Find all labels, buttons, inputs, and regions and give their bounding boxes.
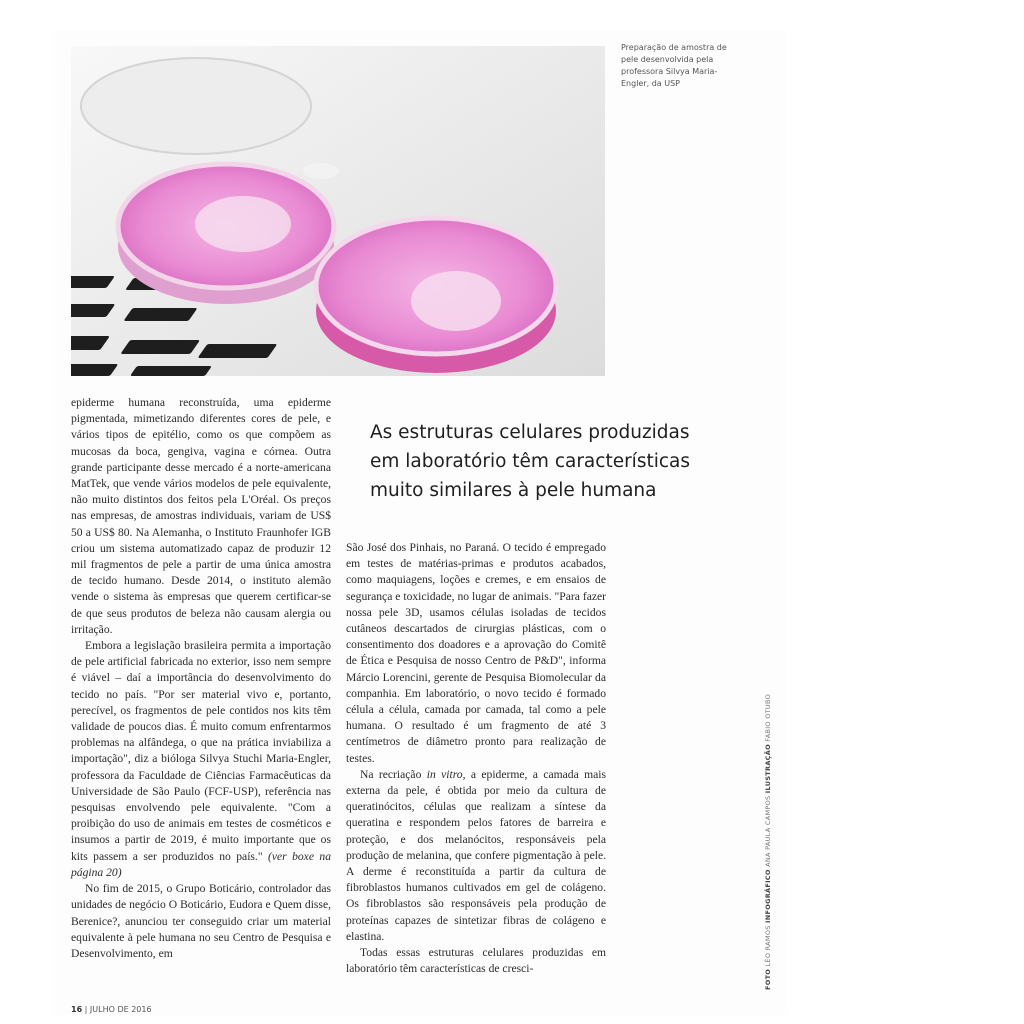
page-footer (71, 1005, 152, 1014)
left-text-column (71, 395, 331, 962)
term-in-vitro: in vitro (426, 767, 463, 781)
paragraph-lead: Na recriação (360, 767, 427, 781)
credit-label: ILUSTRAÇÃO (764, 744, 772, 794)
box-reference: (ver boxe na página 20) (71, 849, 332, 879)
paragraph (71, 638, 331, 881)
paragraph: Todas essas estruturas celulares produzidas em laboratório têm características de cresci- (346, 946, 606, 976)
paragraph: São José dos Pinhais, no Paraná. O tecido é empregado em testes de matérias-primas e produtos acabados, como maquiagens, loções e cremes, e em ensaios de segurança e toxicidade, no lugar de animais. "Para fazer nossa pele 3D, usamos células isoladas de tecidos cutâneos descartados de cirurgias plásticas, com o consentimento dos doadores e a aprovação do Comitê de Ética e Pesquisa de nosso Centro de P&D", informa Márcio Lorencini, gerente de Pesquisa Biomolecular da companhia. Em laboratório, o novo tecido é formado célula a célula, camada por camada, tal como a pele humana. O resultado é um fragmento de até 3 centímetros de diâmetro pronto para realização de testes. (346, 541, 606, 765)
middle-text-column (346, 540, 606, 977)
credit-label: INFOGRÁFICO (764, 869, 772, 923)
credit-name: LÉO RAMOS (764, 922, 772, 969)
footer-separator: | (82, 1005, 90, 1014)
paragraph (346, 767, 606, 945)
paragraph: No fim de 2015, o Grupo Boticário, controlador das unidades de negócio O Boticário, Eudora e Quem disse, Berenice?, anunciou ter conseguido criar um material equivalente à pele humana no seu Centro de Pesquisa e Desenvolvimento, em (71, 882, 331, 960)
credit-label: FOTO (764, 968, 772, 990)
paragraph-text: Embora a legislação brasileira permita a importação de pele artificial fabricada no exterior, isso nem sempre é viável – daí a importância do desenvolvimento do tecido no país. "Por ser material vivo e, portanto, perecível, os fragmentos de pele contidos nos kits têm validade de poucos dias. É muito comum enfrentarmos problemas na alfândega, o que na prática inviabiliza a importação", diz a bióloga Silvya Stuchi Maria-Engler, professora da Faculdade de Ciências Farmacêuticas da Universidade de São Paulo (FCF-USP), referência nas pesquisas envolvendo pele equivalente. "Com a proibição do uso de animais em testes de cosméticos e insumos a partir de 2019, é muito importante que os kits passem a ser produzidos no país." (71, 639, 331, 863)
paragraph-lead-sep: , (462, 767, 471, 781)
credit-name: ANA PAULA CAMPOS (764, 793, 772, 870)
petri-dish-photo (71, 46, 605, 376)
page-number: 16 (71, 1005, 83, 1014)
image-credits (764, 694, 772, 990)
paragraph: epiderme humana reconstruída, uma epiderme pigmentada, mimetizando diferentes cores de pele, e vários tipos de epitélio, como os que compõem as mucosas da boca, gengiva, vagina e córnea. Outra grande participante desse mercado é a norte-americana MatTek, que vende vários modelos de pele equivalente, não muito distintos dos feitos pela L'Oréal. Os preços nas empresas, de amostras individuais, variam de US$ 50 a US$ 80. Na Alemanha, o Instituto Fraunhofer IGB criou um sistema automatizado capaz de produzir 12 mil fragmentos de pele a partir de uma única amostra de tecido humano. Desde 2014, o instituto alemão vende o sistema às empresas que querem certificar-se de que seus produtos de beleza não causam alergia ou irritação. (71, 396, 331, 636)
photo-caption: Preparação de amostra de pele desenvolvida pela professora Silvya Maria-Engler, da USP (621, 43, 727, 88)
pull-quote: As estruturas celulares produzidas em laboratório têm características muito similares à pele humana (370, 422, 691, 501)
paragraph-text: a epiderme, a camada mais externa da pele, é obtida por meio da cultura de queratinócitos, células que realizam a síntese da queratina e respondem pelos fatores de barreira e proteção, e dos melanócitos, responsáveis pela produção de melanina, que confere pigmentação à pele. A derme é reconstituída a partir da cultura de fibroblastos humanos cultivados em gel de colágeno. Os fibroblastos são responsáveis pela produção de proteínas capazes de sintetizar fibras de colágeno e elastina. (346, 767, 606, 943)
lab-tray-illustration (71, 46, 605, 376)
credit-name: FABIO OTUBO (764, 693, 772, 745)
issue-date: JULHO DE 2016 (89, 1005, 152, 1014)
